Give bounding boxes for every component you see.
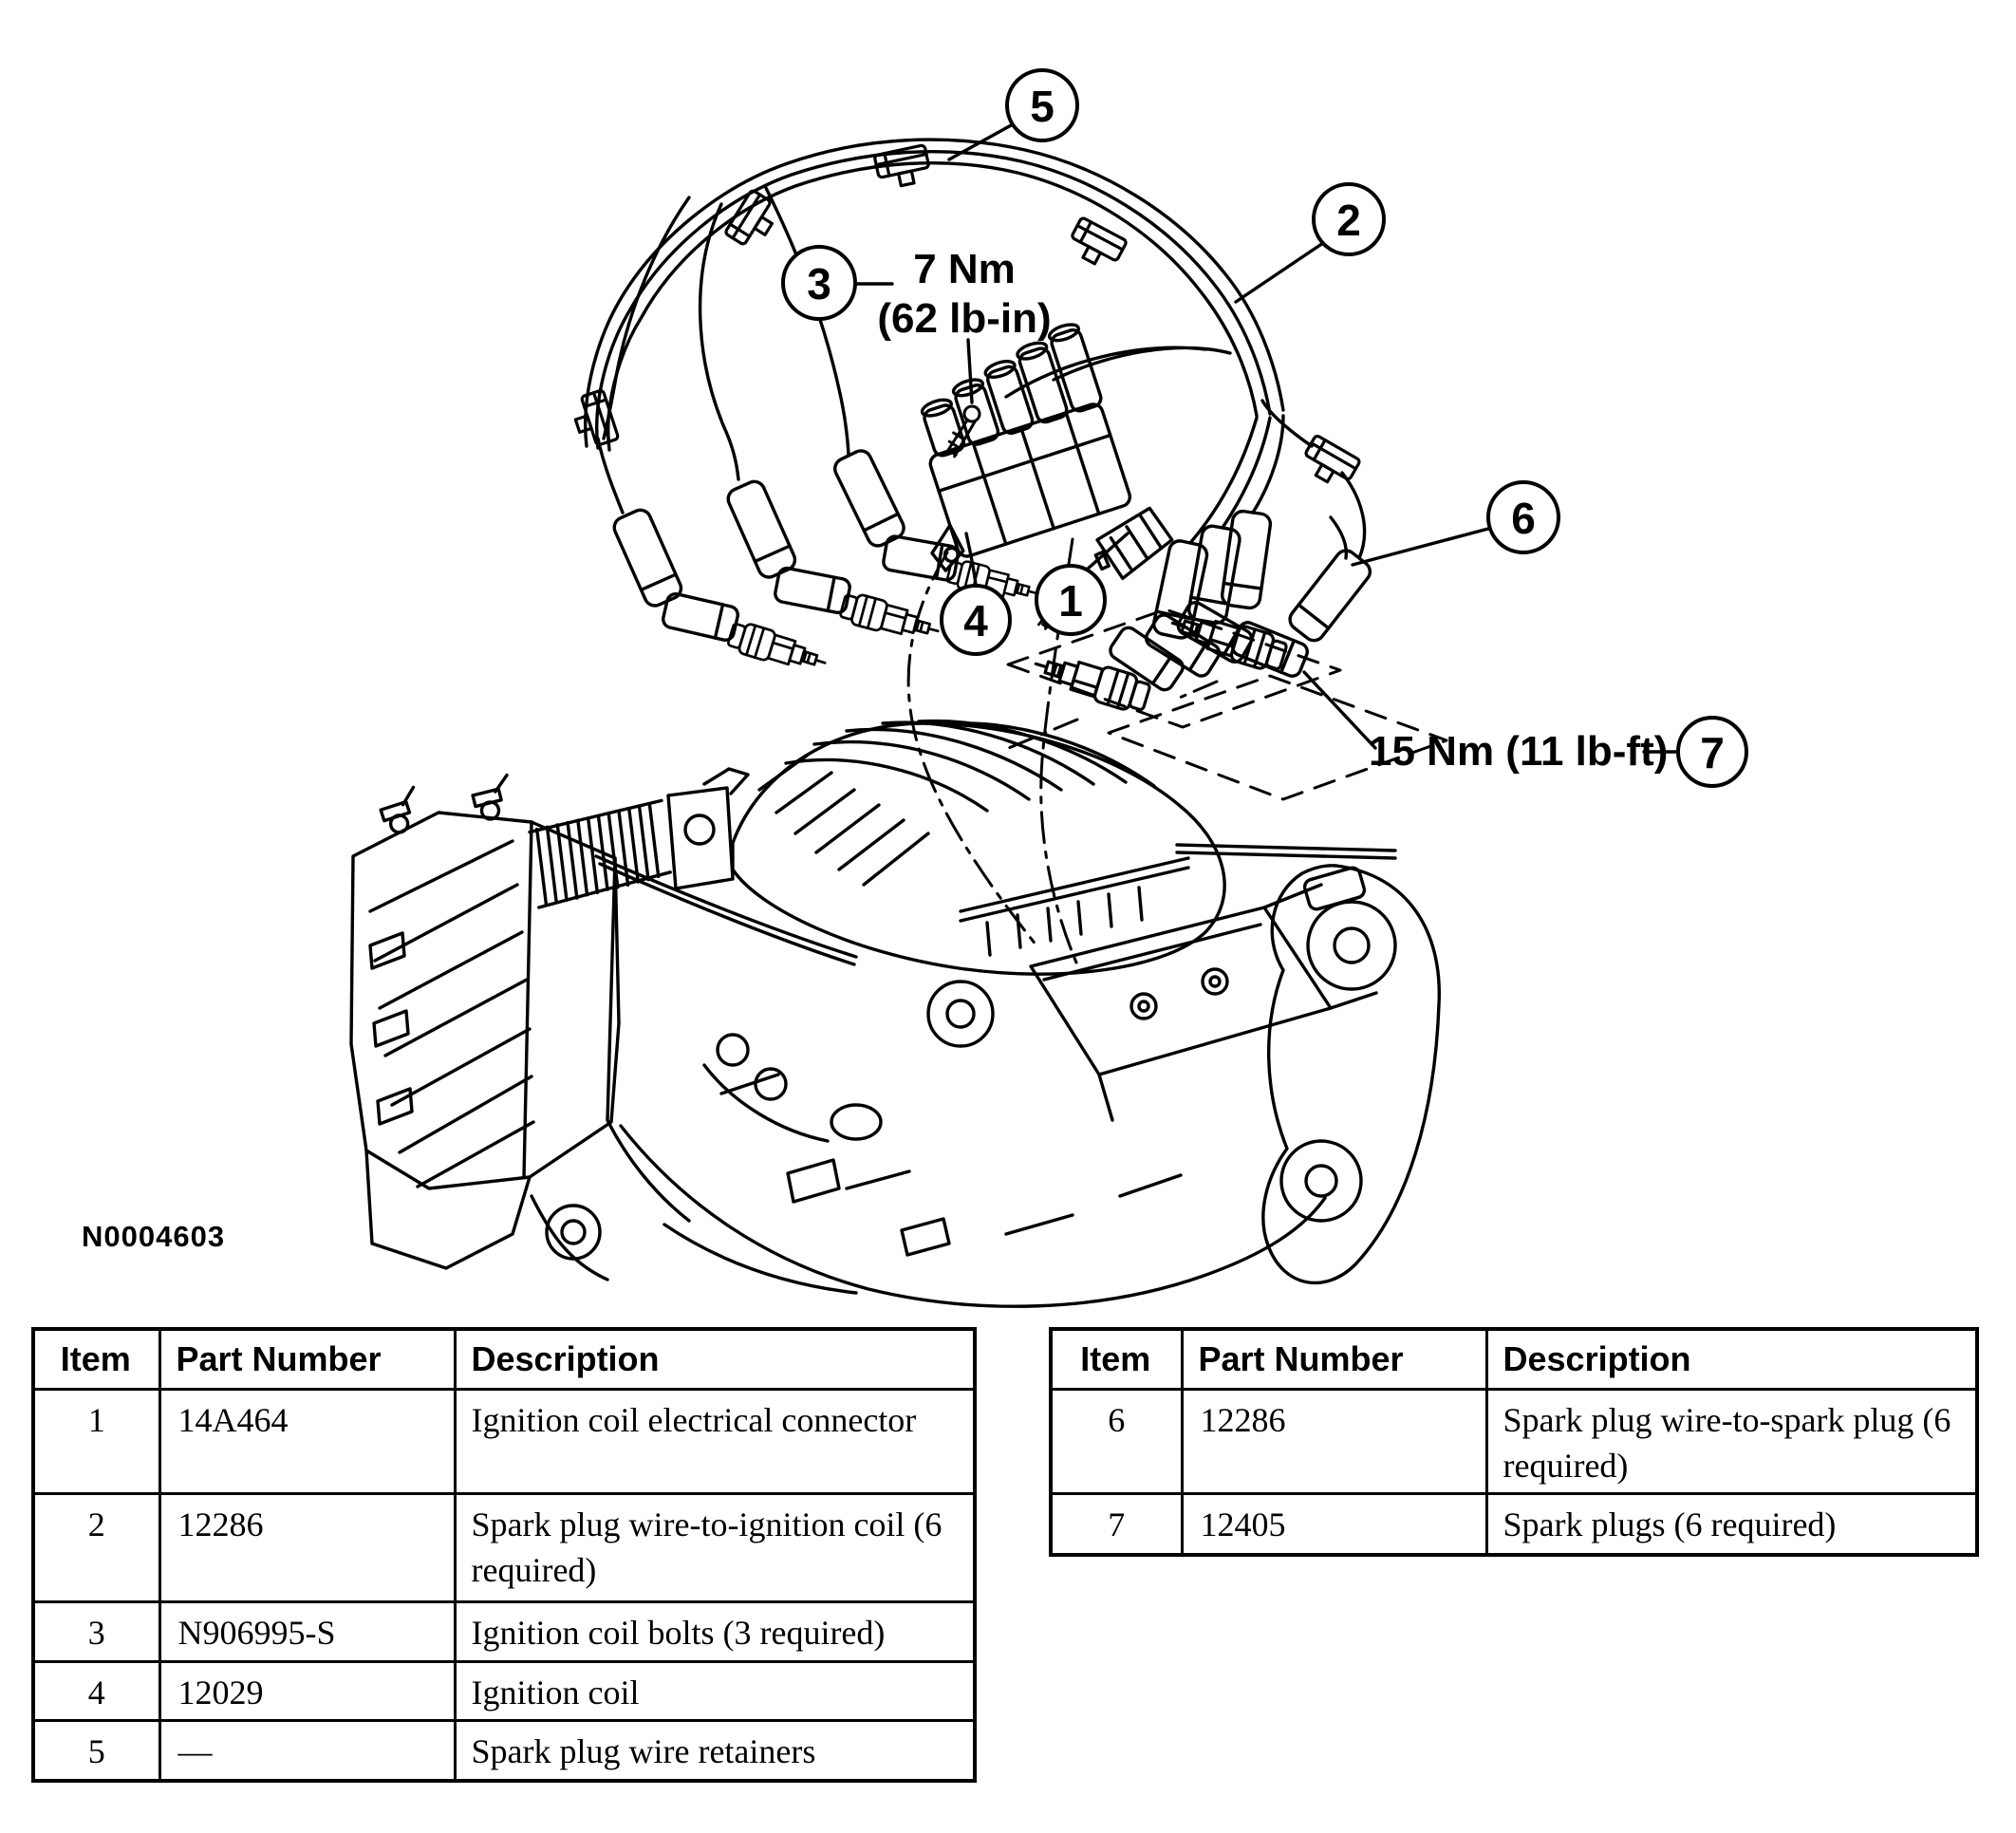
coil-bolt-torque-label-line2: (62 lb-in) [877, 295, 1052, 342]
cell-item: 1 [33, 1390, 159, 1494]
cell-item: 6 [1051, 1390, 1182, 1494]
table-row [33, 1602, 975, 1662]
cell-description: Ignition coil [455, 1661, 975, 1721]
cell-item: 4 [33, 1661, 159, 1721]
callout-6 [1488, 482, 1559, 552]
engine-block-art [351, 721, 1439, 1307]
callout-1 [1036, 566, 1105, 634]
callout-6-number: 6 [1511, 494, 1536, 543]
cell-part-number: 12405 [1182, 1494, 1486, 1555]
cell-item: 2 [33, 1494, 159, 1602]
spark-plug-torque-label: 15 Nm (11 lb-ft) [1369, 728, 1669, 775]
cell-part-number: 12286 [159, 1494, 455, 1602]
header-description: Description [455, 1329, 975, 1390]
diagram-labels [82, 246, 1668, 1253]
header-item: Item [33, 1329, 159, 1390]
callout-5-number: 5 [1030, 82, 1055, 131]
callout-1-number: 1 [1058, 576, 1083, 626]
callout-3 [783, 247, 855, 319]
callout-3-number: 3 [807, 259, 831, 309]
cell-description: Ignition coil bolts (3 required) [455, 1602, 975, 1662]
cell-description: Spark plug wire-to-ignition coil (6 required) [455, 1494, 975, 1602]
table-row [33, 1494, 975, 1602]
header-part-number: Part Number [159, 1329, 455, 1390]
table-row [33, 1721, 975, 1781]
callout-4 [942, 586, 1010, 654]
cell-part-number: 12286 [1182, 1390, 1486, 1494]
cell-item: 5 [33, 1721, 159, 1781]
table-row [1051, 1494, 1977, 1555]
cell-description: Ignition coil electrical connector [455, 1390, 975, 1494]
header-item: Item [1051, 1329, 1182, 1390]
header-part-number: Part Number [1182, 1329, 1486, 1390]
table-header-row [33, 1329, 975, 1390]
header-description: Description [1486, 1329, 1977, 1390]
callout-7 [1678, 718, 1746, 786]
parts-table-right [1049, 1327, 1979, 1557]
callout-4-number: 4 [963, 596, 988, 645]
table-header-row [1051, 1329, 1977, 1390]
cell-part-number: N906995-S [159, 1602, 455, 1662]
callout-5 [1007, 70, 1077, 140]
callout-7-number: 7 [1700, 728, 1725, 777]
coil-end-wire-boots [1107, 416, 1283, 693]
table-row [33, 1661, 975, 1721]
figure-code: N0004603 [82, 1220, 226, 1253]
table-row [1051, 1390, 1977, 1494]
callout-2-number: 2 [1336, 196, 1361, 245]
cell-description: Spark plug wire retainers [455, 1721, 975, 1781]
cell-part-number: — [159, 1721, 455, 1781]
cell-item: 7 [1051, 1494, 1182, 1555]
table-row [33, 1390, 975, 1494]
callout-2 [1314, 184, 1384, 254]
cell-part-number: 12029 [159, 1661, 455, 1721]
coil-bolt-torque-label-line1: 7 Nm [913, 246, 1016, 292]
cell-description: Spark plug wire-to-spark plug (6 required) [1486, 1390, 1977, 1494]
cell-part-number: 14A464 [159, 1390, 455, 1494]
cell-description: Spark plugs (6 required) [1486, 1494, 1977, 1555]
cell-item: 3 [33, 1602, 159, 1662]
parts-table-left [31, 1327, 977, 1783]
